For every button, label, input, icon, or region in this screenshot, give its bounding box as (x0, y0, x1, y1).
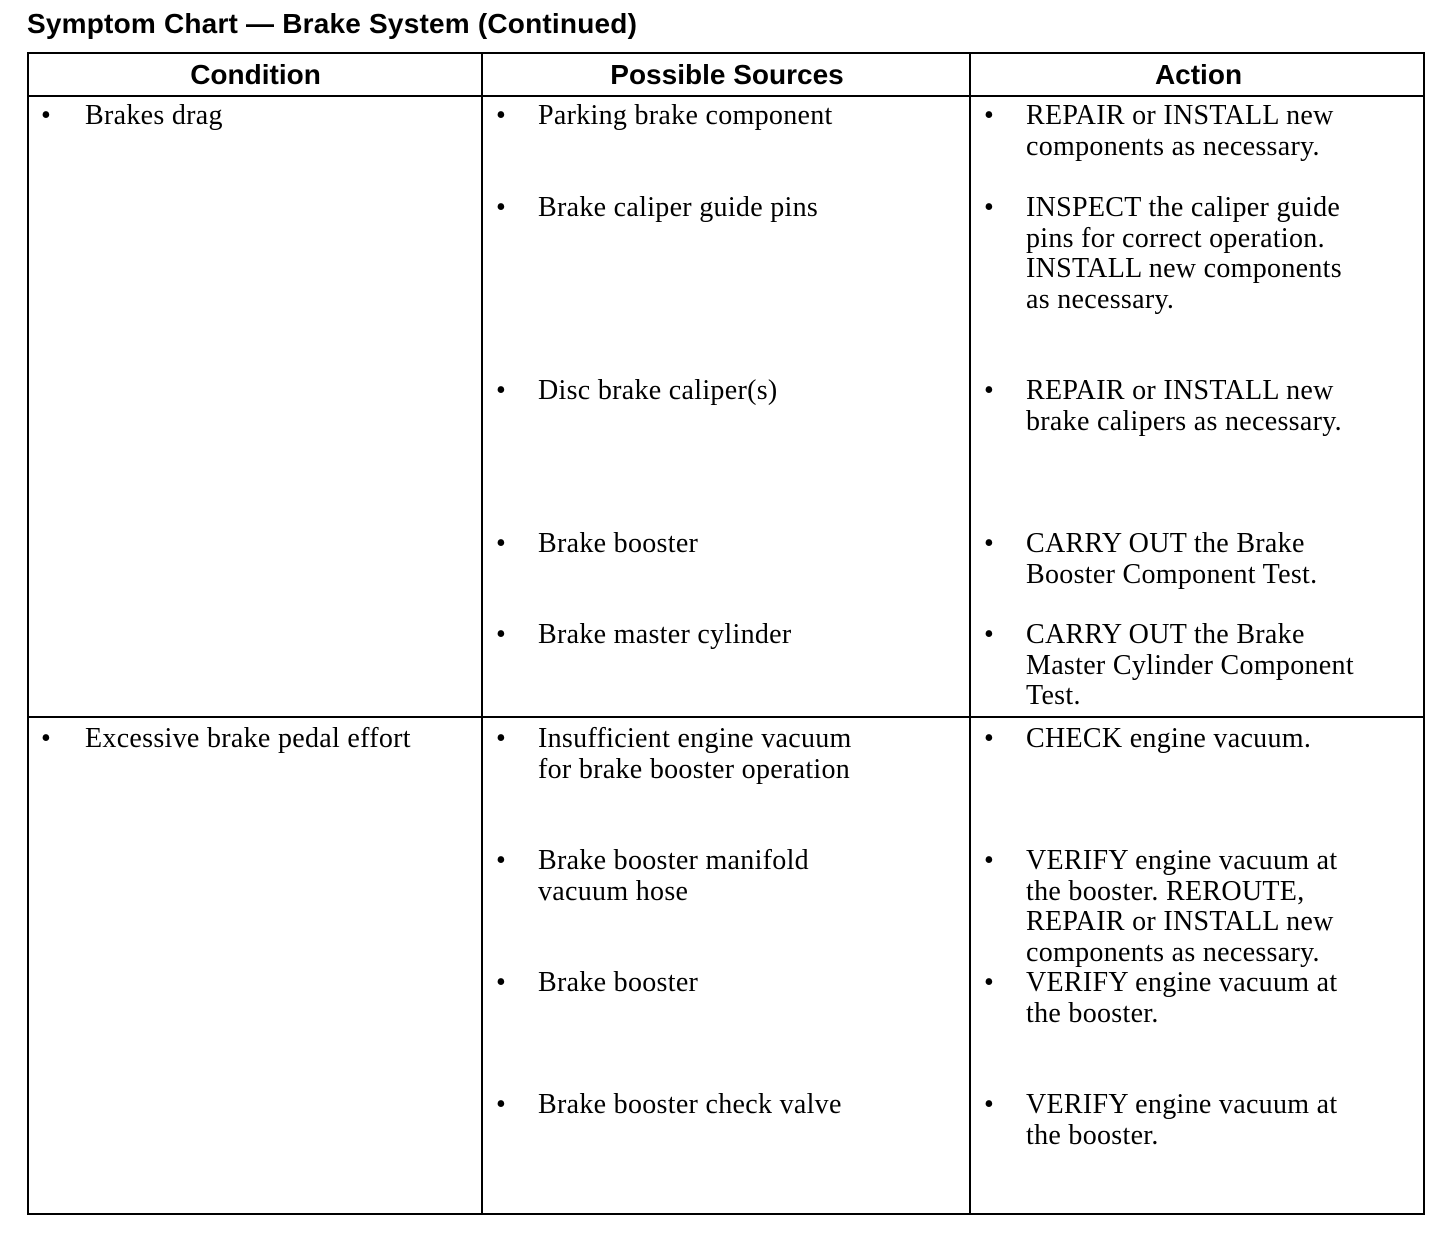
bullet: • (984, 192, 995, 223)
action-line: components as necessary. (1026, 130, 1320, 162)
condition-cell (41, 724, 411, 755)
action-item (984, 1090, 1337, 1151)
action-line: the booster. (1026, 997, 1159, 1029)
action-item (984, 620, 1354, 712)
action-line: components as necessary. (1026, 936, 1320, 968)
source-item (496, 620, 792, 651)
bullet: • (496, 619, 507, 650)
action-item (984, 193, 1342, 315)
action-line: brake calipers as necessary. (1026, 405, 1342, 437)
bullet: • (984, 1089, 995, 1120)
action-line: Master Cylinder Component (1026, 649, 1354, 681)
action-item (984, 529, 1317, 590)
action-item (984, 968, 1337, 1029)
source-line: Brake booster manifold (538, 845, 809, 876)
action-line: INSTALL new components (1026, 253, 1342, 284)
column-divider-1 (481, 54, 483, 1213)
source-line: Brake master cylinder (538, 619, 792, 650)
action-item (984, 846, 1337, 968)
bullet: • (496, 100, 507, 131)
source-item (496, 1090, 842, 1121)
bullet: • (984, 375, 995, 406)
row-divider (29, 716, 1423, 718)
action-item (984, 376, 1342, 437)
source-line: vacuum hose (538, 875, 689, 907)
bullet: • (984, 619, 995, 650)
page-title: Symptom Chart — Brake System (Continued) (27, 8, 638, 39)
bullet: • (496, 375, 507, 406)
bullet: • (984, 723, 995, 754)
bullet: • (496, 967, 507, 998)
column-header-possible-sources: Possible Sources (610, 59, 844, 90)
source-item (496, 846, 809, 907)
action-line: Test. (1026, 680, 1081, 711)
source-item (496, 529, 698, 560)
bullet: • (984, 100, 995, 131)
source-line: Insufficient engine vacuum (538, 723, 852, 754)
column-divider-2 (969, 54, 971, 1213)
bullet: • (496, 192, 507, 223)
symptom-chart-table (27, 52, 1425, 1215)
bullet: • (984, 845, 995, 876)
header-divider (29, 95, 1423, 97)
source-line: Brake caliper guide pins (538, 192, 819, 223)
bullet: • (496, 845, 507, 876)
bullet: • (496, 528, 507, 559)
condition-cell (41, 101, 223, 132)
source-item (496, 101, 833, 132)
action-line: REPAIR or INSTALL new (1026, 906, 1334, 937)
source-item (496, 193, 818, 224)
source-line: Disc brake caliper(s) (538, 375, 778, 406)
column-header-action: Action (1154, 59, 1243, 90)
action-line: INSPECT the caliper guide (1026, 192, 1341, 223)
action-line: VERIFY engine vacuum at (1026, 967, 1338, 998)
source-line: Parking brake component (538, 100, 833, 131)
action-line: VERIFY engine vacuum at (1026, 1089, 1338, 1120)
action-line: CHECK engine vacuum. (1026, 723, 1312, 754)
action-line: the booster. REROUTE, (1026, 875, 1305, 907)
bullet: • (496, 1089, 507, 1120)
source-line: Brake booster (538, 528, 699, 559)
source-line: Brake booster check valve (538, 1089, 842, 1120)
action-line: as necessary. (1026, 283, 1175, 315)
action-line: CARRY OUT the Brake (1026, 619, 1305, 650)
bullet: • (41, 100, 52, 131)
action-line: VERIFY engine vacuum at (1026, 845, 1338, 876)
bullet: • (984, 967, 995, 998)
source-item (496, 968, 698, 999)
action-item (984, 724, 1311, 755)
action-line: REPAIR or INSTALL new (1026, 375, 1334, 406)
bullet: • (984, 528, 995, 559)
action-item (984, 101, 1334, 162)
condition-text: Brakes drag (85, 100, 223, 131)
source-line: for brake booster operation (538, 753, 851, 785)
column-header-condition: Condition (190, 59, 321, 90)
condition-text: Excessive brake pedal effort (85, 723, 411, 754)
action-line: Booster Component Test. (1026, 558, 1318, 590)
action-line: the booster. (1026, 1119, 1159, 1151)
source-item (496, 376, 778, 407)
source-line: Brake booster (538, 967, 699, 998)
source-item (496, 724, 852, 785)
action-line: CARRY OUT the Brake (1026, 528, 1305, 559)
action-line: REPAIR or INSTALL new (1026, 100, 1334, 131)
bullet: • (41, 723, 52, 754)
action-line: pins for correct operation. (1026, 222, 1325, 254)
bullet: • (496, 723, 507, 754)
